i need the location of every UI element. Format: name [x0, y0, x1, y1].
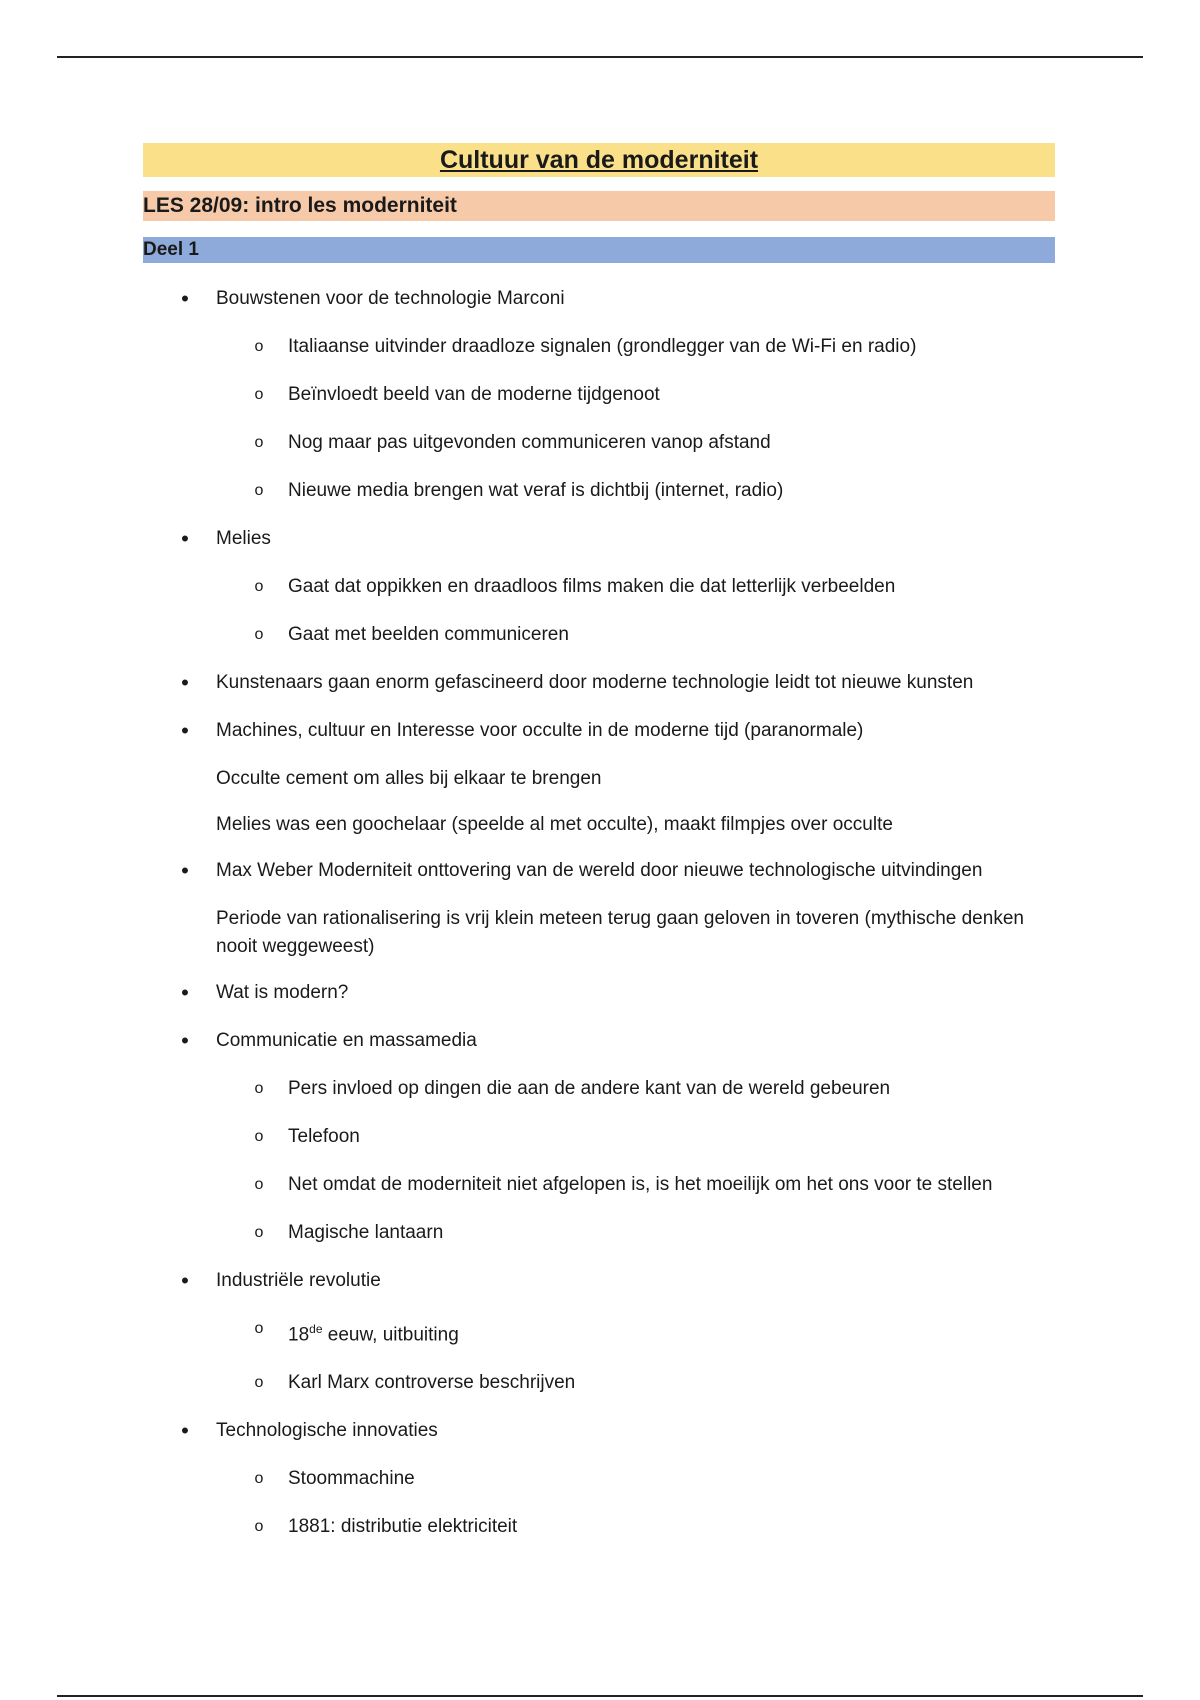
document-title: Cultuur van de moderniteit	[143, 143, 1055, 177]
circle-bullet-icon	[253, 1075, 265, 1103]
sub-bullet-item	[143, 477, 1055, 505]
item-text: Bouwstenen voor de technologie Marconi	[216, 288, 565, 309]
sub-bullet-item	[143, 573, 1055, 601]
circle-bullet-icon	[253, 333, 265, 361]
item-text: Max Weber Moderniteit onttovering van de wereld door nieuwe technologische uitvindingen	[216, 860, 983, 881]
circle-bullet-icon	[253, 1219, 265, 1247]
item-text: Italiaanse uitvinder draadloze signalen (grondlegger van de Wi-Fi en radio)	[288, 336, 917, 357]
sub-bullet-item	[143, 1219, 1055, 1247]
sub-bullet-item	[143, 333, 1055, 361]
item-text: Gaat dat oppikken en draadloos films maken die dat letterlijk verbeelden	[288, 576, 896, 597]
sub-bullet-item	[143, 1369, 1055, 1397]
sub-bullet-item	[143, 1513, 1055, 1541]
item-text: Stoommachine	[288, 1468, 415, 1490]
item-text: 1881: distributie elektriciteit	[288, 1516, 518, 1538]
item-text: Melies was een goochelaar (speelde al met occulte), maakt filmpjes over occulte	[216, 814, 893, 835]
bullet-item	[143, 285, 1055, 313]
circle-bullet-icon	[253, 1465, 265, 1493]
item-text: Industriële revolutie	[216, 1270, 381, 1291]
sub-bullet-item	[143, 1123, 1055, 1151]
item-text: Net omdat de moderniteit niet afgelopen is, is het moeilijk om het ons voor te stellen	[288, 1174, 993, 1195]
section-heading: Deel 1	[143, 237, 1055, 263]
bullet-item	[143, 717, 1055, 745]
sub-bullet-item	[143, 381, 1055, 409]
item-text: eeuw, uitbuiting	[322, 1324, 459, 1346]
item-text: Melies	[216, 528, 271, 549]
sub-bullet-item	[143, 1315, 1055, 1349]
document-body	[143, 143, 1055, 1561]
notes-list	[143, 285, 1055, 1541]
item-superscript: de	[309, 1322, 323, 1336]
bullet-icon	[180, 717, 190, 747]
bullet-icon	[180, 1417, 190, 1447]
bullet-item	[143, 857, 1055, 885]
bullet-item	[143, 525, 1055, 553]
lesson-heading: LES 28/09: intro les moderniteit	[143, 191, 1055, 221]
item-text: Telefoon	[288, 1126, 360, 1147]
bullet-item	[143, 1267, 1055, 1295]
circle-bullet-icon	[253, 429, 265, 457]
item-text: Beïnvloedt beeld van de moderne tijdgenoot	[288, 384, 660, 405]
circle-bullet-icon	[253, 621, 265, 649]
footer-rule	[57, 1695, 1143, 1697]
circle-bullet-icon	[253, 1369, 265, 1397]
sub-bullet-item	[143, 1171, 1055, 1199]
sub-bullet-item	[143, 1465, 1055, 1493]
bullet-icon	[180, 525, 190, 555]
item-text: Machines, cultuur en Interesse voor occulte in de moderne tijd (paranormale)	[216, 720, 864, 741]
item-text: Pers invloed op dingen die aan de andere kant van de wereld gebeuren	[288, 1078, 891, 1099]
bullet-icon	[180, 1027, 190, 1057]
paragraph	[143, 765, 1055, 793]
item-text: Kunstenaars gaan enorm gefascineerd door moderne technologie leidt tot nieuwe kunsten	[216, 672, 974, 693]
bullet-icon	[180, 285, 190, 315]
bullet-icon	[180, 669, 190, 699]
item-text: Gaat met beelden communiceren	[288, 624, 569, 645]
bullet-icon	[180, 1267, 190, 1297]
circle-bullet-icon	[253, 1315, 265, 1343]
circle-bullet-icon	[253, 381, 265, 409]
item-text: Occulte cement om alles bij elkaar te brengen	[216, 768, 602, 789]
item-prefix: 18	[288, 1324, 310, 1346]
item-text: Nieuwe media brengen wat veraf is dichtbij (internet, radio)	[288, 480, 784, 501]
item-text: Wat is modern?	[216, 982, 349, 1003]
paragraph	[143, 811, 1055, 839]
circle-bullet-icon	[253, 477, 265, 505]
sub-bullet-item	[143, 429, 1055, 457]
bullet-item	[143, 1027, 1055, 1055]
bullet-icon	[180, 857, 190, 887]
header-rule	[57, 56, 1143, 58]
item-text: Karl Marx controverse beschrijven	[288, 1372, 576, 1394]
circle-bullet-icon	[253, 1171, 265, 1199]
circle-bullet-icon	[253, 1123, 265, 1151]
circle-bullet-icon	[253, 1513, 265, 1541]
bullet-item	[143, 1417, 1055, 1445]
item-text: Communicatie en massamedia	[216, 1030, 477, 1051]
sub-bullet-item	[143, 621, 1055, 649]
bullet-item	[143, 979, 1055, 1007]
bullet-icon	[180, 979, 190, 1009]
item-text: Periode van rationalisering is vrij klein meteen terug gaan geloven in toveren (mythische denken nooit weggeweest)	[216, 908, 1024, 957]
item-text: Magische lantaarn	[288, 1222, 444, 1243]
item-text: Nog maar pas uitgevonden communiceren vanop afstand	[288, 432, 771, 453]
item-text: Technologische innovaties	[216, 1420, 438, 1442]
sub-bullet-item	[143, 1075, 1055, 1103]
circle-bullet-icon	[253, 573, 265, 601]
bullet-item	[143, 669, 1055, 697]
paragraph	[143, 905, 1055, 961]
